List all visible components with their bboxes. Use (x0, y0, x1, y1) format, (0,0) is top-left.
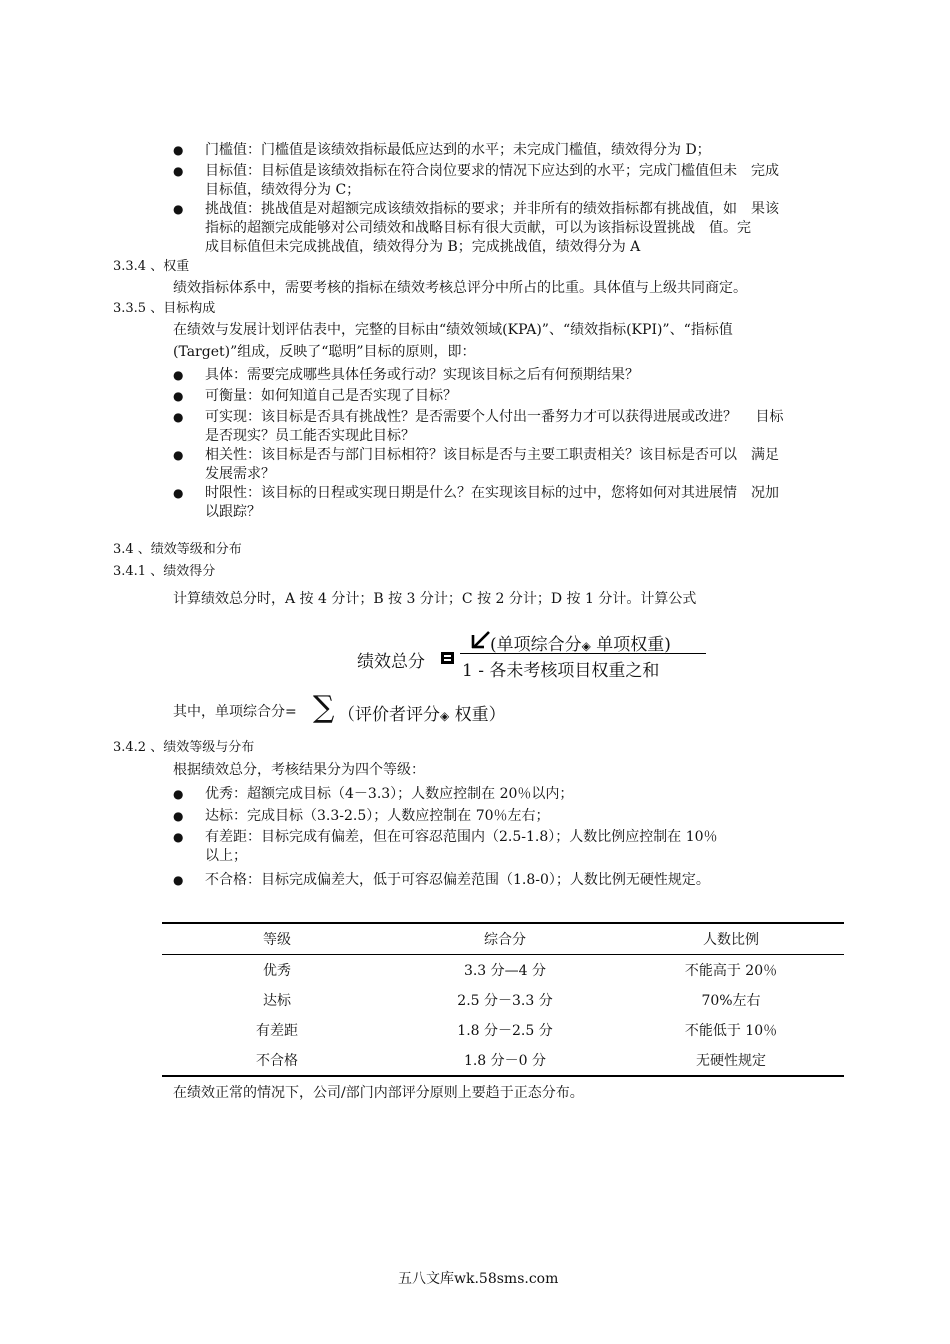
bullet-dot: ● (173, 448, 184, 462)
grade-table (162, 922, 844, 1077)
bullet-dot: ● (173, 389, 184, 403)
table-cell: 70%左右 (701, 993, 761, 1009)
footer-watermark: 五八文库wk.58sms.com (398, 1271, 559, 1287)
formula-label: 绩效总分 (357, 652, 425, 672)
table-cell: 优秀 (263, 963, 291, 979)
sum-arrow-icon (470, 630, 492, 654)
table-row (162, 985, 844, 1015)
sub-formula-prefix: 其中，单项综合分= (173, 704, 297, 720)
challenge-bullet-line3: 成目标值但未完成挑战值，绩效得分为 B；完成挑战值，绩效得分为 A (205, 239, 641, 255)
table-cell: 不合格 (256, 1053, 298, 1069)
goal-intro-line1: 在绩效与发展计划评估表中，完整的目标由“绩效领域(KPA)”、“绩效指标(KPI)”、“指标值 (173, 322, 733, 338)
bullet-dot: ● (173, 164, 184, 178)
smart-relevant-line2: 发展需求？ (205, 466, 275, 482)
grade-intro: 根据绩效总分，考核结果分为四个等级： (173, 762, 425, 778)
bullet-dot: ● (173, 410, 184, 424)
smart-achievable-line2: 是否现实？员工能否实现此目标？ (205, 428, 415, 444)
table-cell: 不能高于 20％ (684, 963, 778, 979)
formula-denominator: 1 - 各未考核项目权重之和 (462, 661, 660, 681)
bullet-dot: ● (173, 830, 184, 844)
goal-intro-line2: (Target)”组成，反映了“聪明”目标的原则，即： (173, 344, 476, 360)
table-cell: 2.5 分－3.3 分 (457, 993, 553, 1009)
section-heading-3-4-1: 3.4.1 、绩效得分 (113, 564, 216, 579)
challenge-bullet-line1: 挑战值：挑战值是对超额完成该绩效指标的要求；并非所有的绩效指标都有挑战值，如 果该 (205, 201, 779, 217)
bullet-dot: ● (173, 873, 184, 887)
table-cell: 达标 (263, 993, 291, 1009)
table-row (162, 1015, 844, 1045)
smart-achievable-line1: 可实现：该目标是否具有挑战性？是否需要个人付出一番努力才可以获得进展或改进？ 目标 (205, 409, 784, 425)
smart-relevant-line1: 相关性：该目标是否与部门目标相符？该目标是否与主要工职责相关？该目标是否可以 满足 (205, 447, 779, 463)
bullet-dot: ● (173, 486, 184, 500)
table-cell: 1.8 分－0 分 (463, 1053, 547, 1069)
table-cell: 有差距 (256, 1023, 298, 1039)
section-heading-3-3-4: 3.3.4 、权重 (113, 259, 190, 274)
grade-excellent: 优秀：超额完成目标（4－3.3）；人数应控制在 20％以内； (205, 786, 574, 802)
challenge-bullet-line2: 指标的超额完成能够对公司绩效和战略目标有很大贡献，可以为该指标设置挑战 值。完 (205, 220, 751, 236)
table-header-row (162, 923, 844, 955)
times-symbol-icon: ◈ (581, 639, 591, 653)
table-row (162, 955, 844, 986)
sub-formula-b: 权重） (454, 705, 506, 725)
times-symbol-icon: ◈ (440, 709, 450, 723)
table-note: 在绩效正常的情况下，公司/部门内部评分原则上要趋于正态分布。 (173, 1085, 584, 1101)
grade-gap-line2: 以上； (205, 848, 247, 864)
bullet-dot: ● (173, 787, 184, 801)
weight-text: 绩效指标体系中，需要考核的指标在绩效考核总评分中所占的比重。具体值与上级共同商定。 (173, 280, 747, 296)
grade-fail: 不合格：目标完成偏差大，低于可容忍偏差范围（1.8-0）；人数比例无硬性规定。 (205, 872, 710, 888)
bullet-dot: ● (173, 143, 184, 157)
bullet-dot: ● (173, 809, 184, 823)
grade-gap-line1: 有差距：目标完成有偏差，但在可容忍范围内（2.5-1.8）；人数比例应控制在 10％ (205, 829, 718, 845)
target-bullet-line1: 目标值：目标值是该绩效指标在符合岗位要求的情况下应达到的水平；完成门槛值但未 完成 (205, 163, 779, 179)
table-header-cell: 人数比例 (703, 932, 759, 948)
table-cell: 3.3 分—4 分 (463, 963, 547, 979)
table-header-cell: 等级 (263, 932, 291, 948)
section-heading-3-4: 3.4 、绩效等级和分布 (113, 542, 242, 557)
threshold-bullet-1: 门槛值：门槛值是该绩效指标最低应达到的水平；未完成门槛值，绩效得分为 D； (205, 142, 711, 158)
table-row (162, 1045, 844, 1076)
formula-numerator-a: (单项综合分 (490, 635, 582, 655)
sum-symbol-icon: ∑ (313, 690, 335, 725)
table-header-cell: 综合分 (484, 932, 526, 948)
table-cell: 1.8 分－2.5 分 (457, 1023, 553, 1039)
section-heading-3-3-5: 3.3.5 、目标构成 (113, 301, 216, 316)
score-rule-text: 计算绩效总分时，A 按 4 分计；B 按 3 分计；C 按 2 分计；D 按 1 分计。计算公式 (173, 591, 697, 607)
table-cell: 不能低于 10％ (684, 1023, 778, 1039)
equals-glyph-icon (440, 649, 456, 671)
smart-specific: 具体：需要完成哪些具体任务或行动？实现该目标之后有何预期结果？ (205, 367, 639, 383)
smart-timebound-line2: 以跟踪？ (205, 504, 261, 520)
smart-measurable: 可衡量：如何知道自己是否实现了目标？ (205, 388, 457, 404)
grade-standard: 达标：完成目标（3.3-2.5）；人数应控制在 70％左右； (205, 808, 550, 824)
sub-formula-a: （评价者评分 (338, 705, 440, 725)
smart-timebound-line1: 时限性：该目标的日程或实现日期是什么？在实现该目标的过中，您将如何对其进展情 况加 (205, 485, 779, 501)
fraction-bar (460, 653, 706, 654)
sub-formula (338, 700, 506, 725)
target-bullet-line2: 目标值，绩效得分为 C； (205, 182, 361, 198)
formula-numerator-b: 单项权重) (596, 635, 671, 655)
formula-numerator (490, 630, 671, 655)
bullet-dot: ● (173, 368, 184, 382)
section-heading-3-4-2: 3.4.2 、绩效等级与分布 (113, 740, 255, 755)
bullet-dot: ● (173, 202, 184, 216)
table-cell: 无硬性规定 (696, 1053, 766, 1069)
